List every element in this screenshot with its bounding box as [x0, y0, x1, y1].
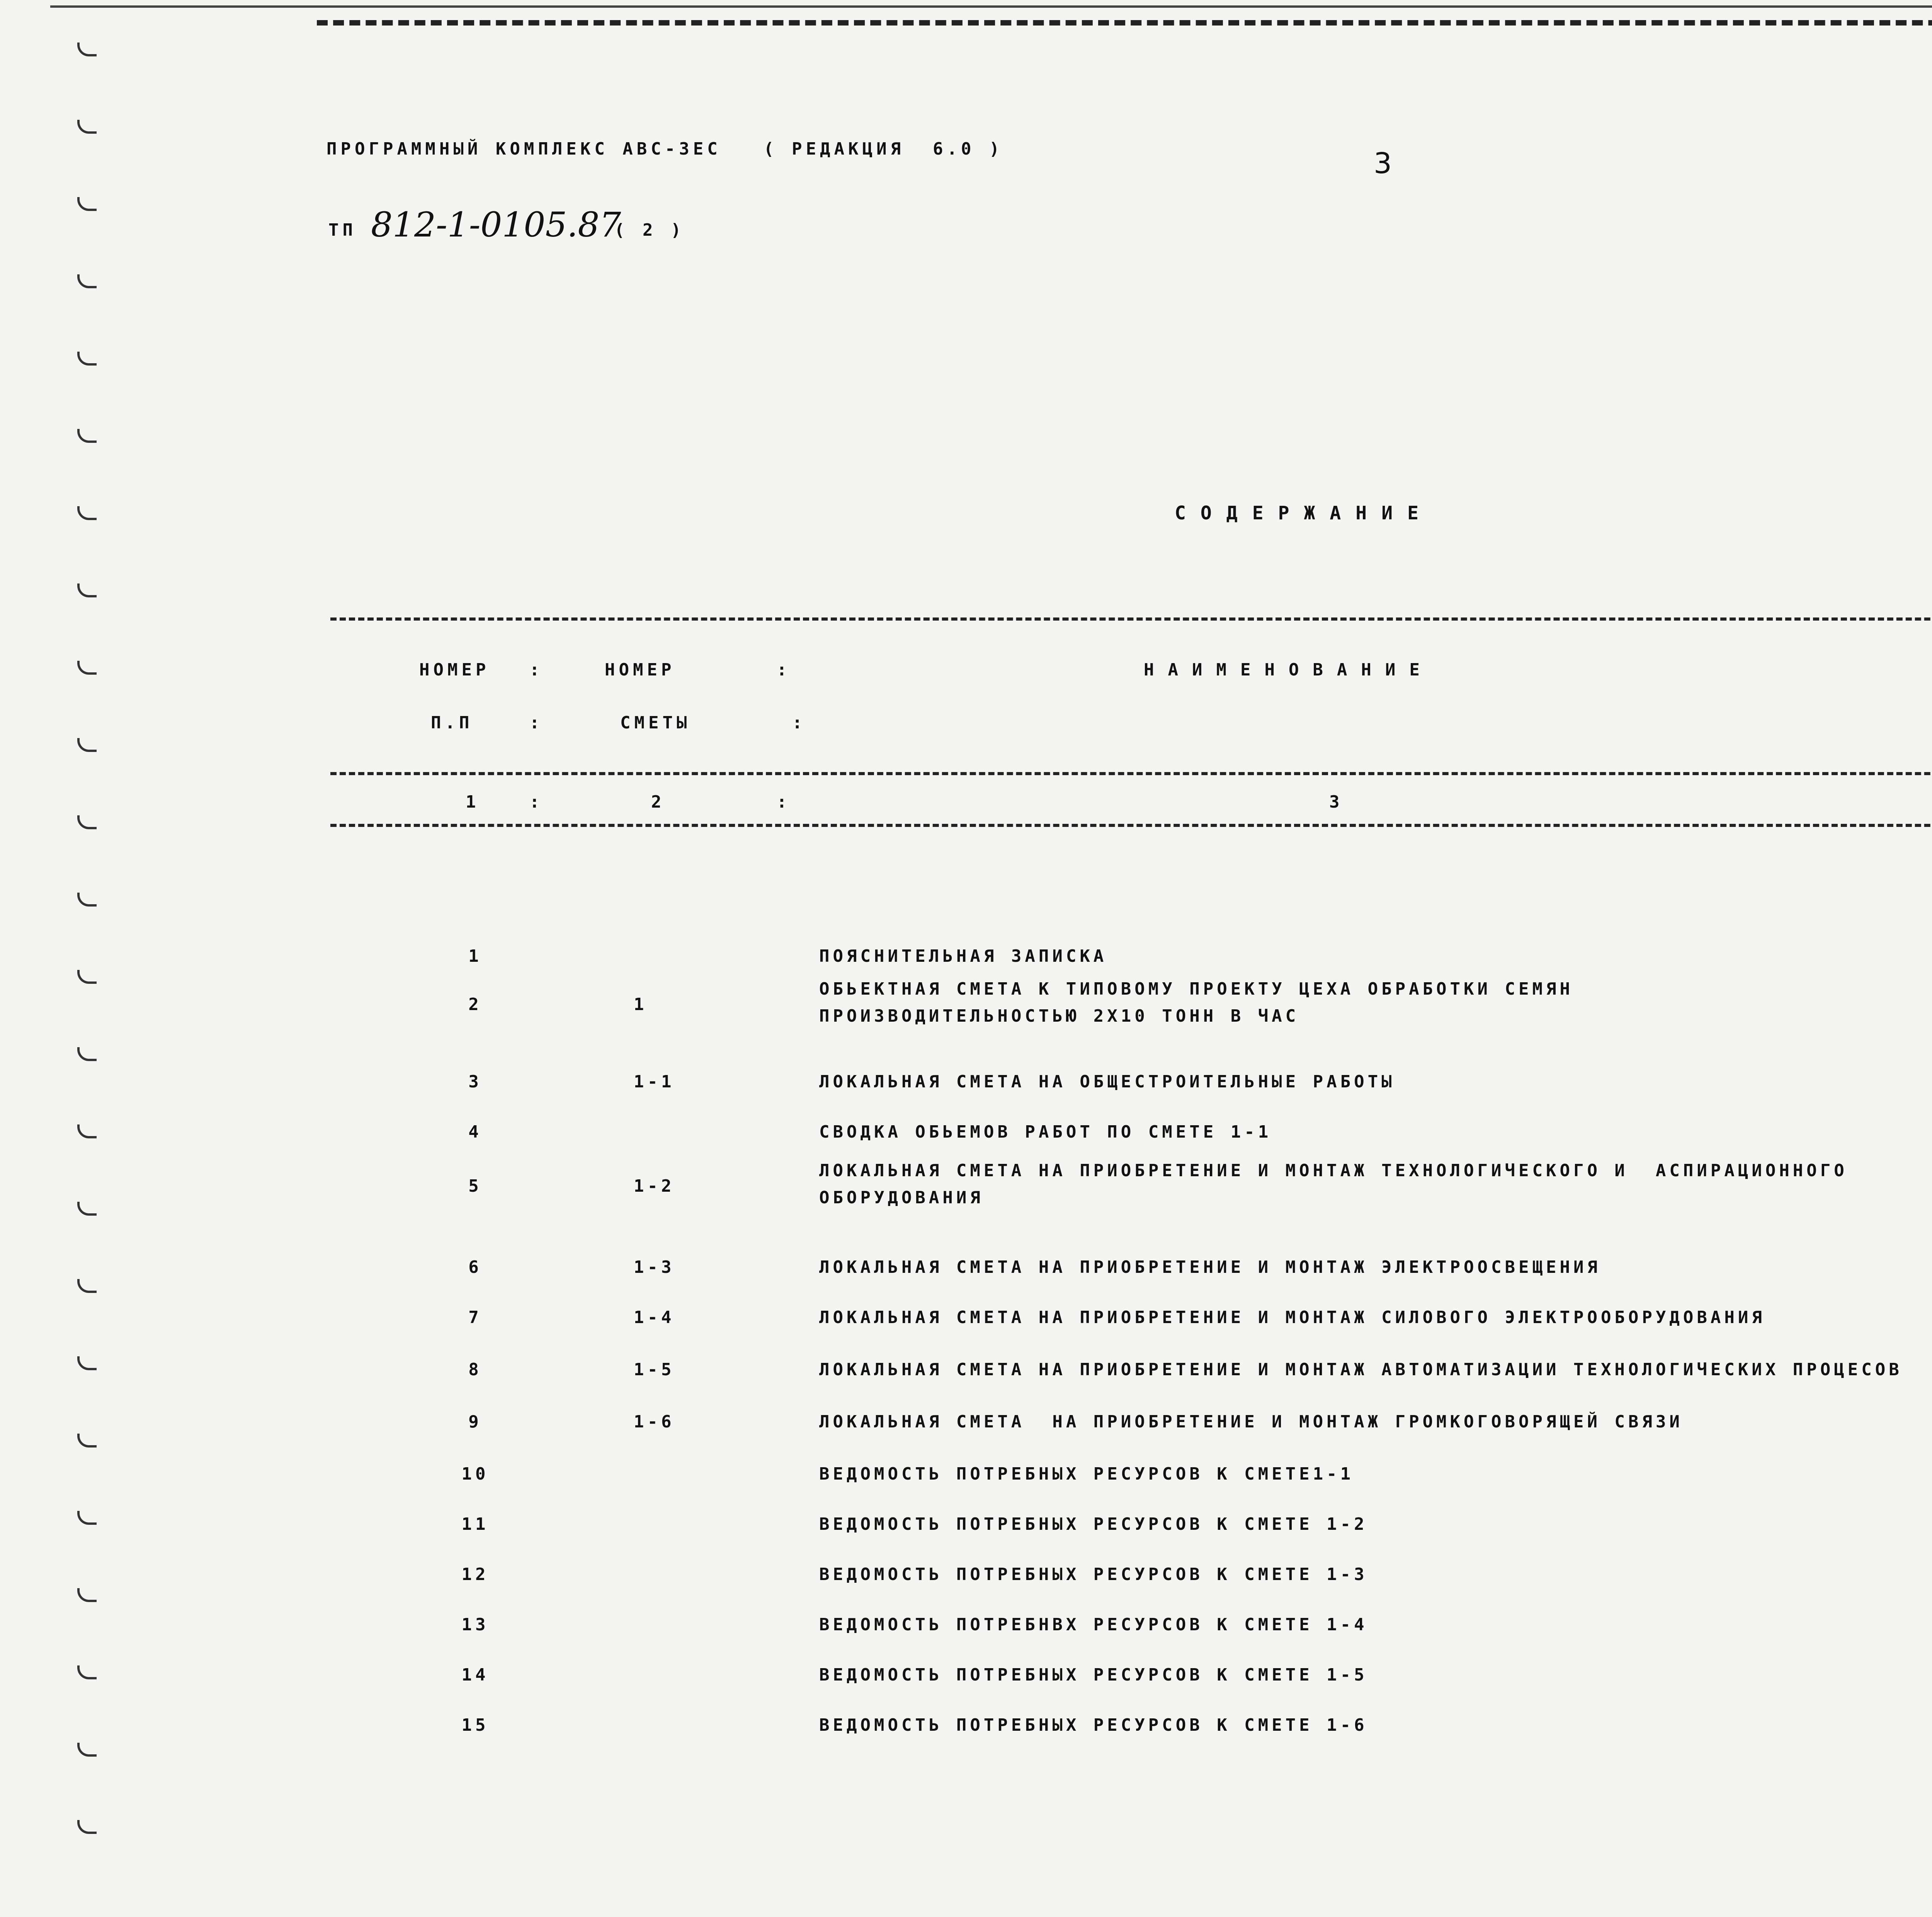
- row-smeta-number: 1-1: [634, 1072, 675, 1092]
- tp-suffix: ( 2 ): [614, 220, 685, 240]
- table-row: [0, 1408, 1932, 1455]
- row-title: ВЕДОМОСТЬ ПОТРЕБНВХ РЕСУРСОВ К СМЕТЕ 1-4: [819, 1615, 1368, 1635]
- table-rule-mid: [330, 772, 1932, 775]
- header-name: НАИМЕНОВАНИЕ: [1144, 660, 1434, 680]
- header-sep: :: [529, 792, 544, 812]
- column-number-2: 2: [651, 792, 665, 812]
- table-row: [0, 1161, 1932, 1219]
- row-number: 10: [461, 1464, 489, 1484]
- header-sep: :: [777, 660, 791, 680]
- feed-hole: [77, 429, 97, 443]
- header-smeta-line2: СМЕТЫ: [620, 713, 691, 733]
- row-smeta-number: 1-3: [634, 1257, 675, 1277]
- feed-hole: [77, 1047, 97, 1061]
- row-number: 1: [468, 946, 482, 966]
- table-row: [0, 1611, 1932, 1658]
- row-number: 15: [461, 1715, 489, 1735]
- feed-hole: [77, 274, 97, 288]
- table-row: [0, 1461, 1932, 1507]
- table-row: [0, 1662, 1932, 1708]
- table-row: [0, 1254, 1932, 1300]
- perforation-line: [317, 20, 1932, 26]
- row-title: ЛОКАЛЬНАЯ СМЕТА НА ПРИОБРЕТЕНИЕ И МОНТАЖ СИЛОВОГО ЭЛЕКТРООБОРУДОВАНИЯ: [819, 1308, 1765, 1327]
- row-title: СВОДКА ОБЬЕМОВ РАБОТ ПО СМЕТЕ 1-1: [819, 1122, 1272, 1142]
- row-number: 6: [468, 1257, 482, 1277]
- feed-hole: [77, 43, 97, 56]
- header-sep: :: [777, 792, 791, 812]
- row-number: 5: [468, 1176, 482, 1196]
- feed-hole: [77, 893, 97, 907]
- row-number: 14: [461, 1665, 489, 1685]
- row-title-continued: ОБОРУДОВАНИЯ: [819, 1188, 984, 1208]
- row-number: 2: [468, 995, 482, 1014]
- row-title: ЛОКАЛЬНАЯ СМЕТА НА ПРИОБРЕТЕНИЕ И МОНТАЖ ЭЛЕКТРООСВЕЩЕНИЯ: [819, 1257, 1601, 1277]
- row-smeta-number: 1-5: [634, 1360, 675, 1379]
- feed-hole: [77, 661, 97, 675]
- column-number-3: 3: [1329, 792, 1344, 812]
- table-row: [0, 1511, 1932, 1557]
- row-smeta-number: 1-2: [634, 1176, 675, 1196]
- row-number: 7: [468, 1308, 482, 1327]
- header-smeta-line1: НОМЕР: [605, 660, 675, 680]
- tp-number-handwritten: 812-1-0105.87: [371, 205, 621, 245]
- row-number: 4: [468, 1122, 482, 1142]
- header-sep: :: [529, 713, 544, 733]
- row-title: ВЕДОМОСТЬ ПОТРЕБНЫХ РЕСУРСОВ К СМЕТЕ 1-5: [819, 1665, 1368, 1685]
- row-title: ВЕДОМОСТЬ ПОТРЕБНЫХ РЕСУРСОВ К СМЕТЕ 1-2: [819, 1514, 1368, 1534]
- header-sep: :: [792, 713, 806, 733]
- feed-hole: [77, 120, 97, 134]
- tp-prefix: ТП: [328, 220, 357, 240]
- header-sep: :: [529, 660, 544, 680]
- row-number: 8: [468, 1360, 482, 1379]
- feed-hole: [77, 815, 97, 829]
- row-number: 12: [461, 1565, 489, 1584]
- row-title: ВЕДОМОСТЬ ПОТРЕБНЫХ РЕСУРСОВ К СМЕТЕ 1-3: [819, 1565, 1368, 1584]
- table-rule-top: [330, 617, 1932, 621]
- row-title: ЛОКАЛЬНАЯ СМЕТА НА ОБЩЕСТРОИТЕЛЬНЫЕ РАБОТЫ: [819, 1072, 1395, 1092]
- feed-hole: [77, 738, 97, 752]
- feed-hole: [77, 1820, 97, 1834]
- page-number: 3: [1374, 147, 1392, 180]
- page-title: СОДЕРЖАНИЕ: [1175, 502, 1433, 524]
- table-row: [0, 979, 1932, 1038]
- header-num-line2: П.П: [431, 713, 473, 733]
- feed-hole: [77, 352, 97, 366]
- row-smeta-number: 1: [634, 995, 648, 1014]
- table-rule-bottom: [330, 824, 1932, 827]
- table-row: [0, 1068, 1932, 1115]
- row-title: ЛОКАЛЬНАЯ СМЕТА НА ПРИОБРЕТЕНИЕ И МОНТАЖ АВТОМАТИЗАЦИИ ТЕХНОЛОГИЧЕСКИХ ПРОЦЕСОВ: [819, 1360, 1903, 1379]
- table-row: [0, 1356, 1932, 1403]
- program-header: ПРОГРАММНЫЙ КОМПЛЕКС АВС-3ЕС ( РЕДАКЦИЯ 6.0 ): [327, 139, 1003, 159]
- row-number: 3: [468, 1072, 482, 1092]
- paper-top-edge: [50, 0, 1932, 8]
- row-title: ЛОКАЛЬНАЯ СМЕТА НА ПРИОБРЕТЕНИЕ И МОНТАЖ ТЕХНОЛОГИЧЕСКОГО И АСПИРАЦИОННОГО: [819, 1161, 1848, 1180]
- row-number: 11: [461, 1514, 489, 1534]
- feed-hole: [77, 197, 97, 211]
- table-row: [0, 1561, 1932, 1607]
- column-number-1: 1: [466, 792, 480, 812]
- feed-hole: [77, 583, 97, 597]
- row-number: 9: [468, 1412, 482, 1432]
- feed-hole: [77, 506, 97, 520]
- table-row: [0, 1304, 1932, 1351]
- row-title: ЛОКАЛЬНАЯ СМЕТА НА ПРИОБРЕТЕНИЕ И МОНТАЖ ГРОМКОГОВОРЯЩЕЙ СВЯЗИ: [819, 1412, 1683, 1432]
- row-title: ВЕДОМОСТЬ ПОТРЕБНЫХ РЕСУРСОВ К СМЕТЕ 1-6: [819, 1715, 1368, 1735]
- row-title: ВЕДОМОСТЬ ПОТРЕБНЫХ РЕСУРСОВ К СМЕТЕ1-1: [819, 1464, 1354, 1484]
- table-row: [0, 1712, 1932, 1758]
- row-title: ОБЬЕКТНАЯ СМЕТА К ТИПОВОМУ ПРОЕКТУ ЦЕХА ОБРАБОТКИ СЕМЯН: [819, 979, 1573, 999]
- row-title-continued: ПРОИЗВОДИТЕЛЬНОСТЬЮ 2Х10 ТОНН В ЧАС: [819, 1006, 1299, 1026]
- row-title: ПОЯСНИТЕЛЬНАЯ ЗАПИСКА: [819, 946, 1107, 966]
- row-smeta-number: 1-6: [634, 1412, 675, 1432]
- row-smeta-number: 1-4: [634, 1308, 675, 1327]
- header-num-line1: НОМЕР: [419, 660, 490, 680]
- row-number: 13: [461, 1615, 489, 1635]
